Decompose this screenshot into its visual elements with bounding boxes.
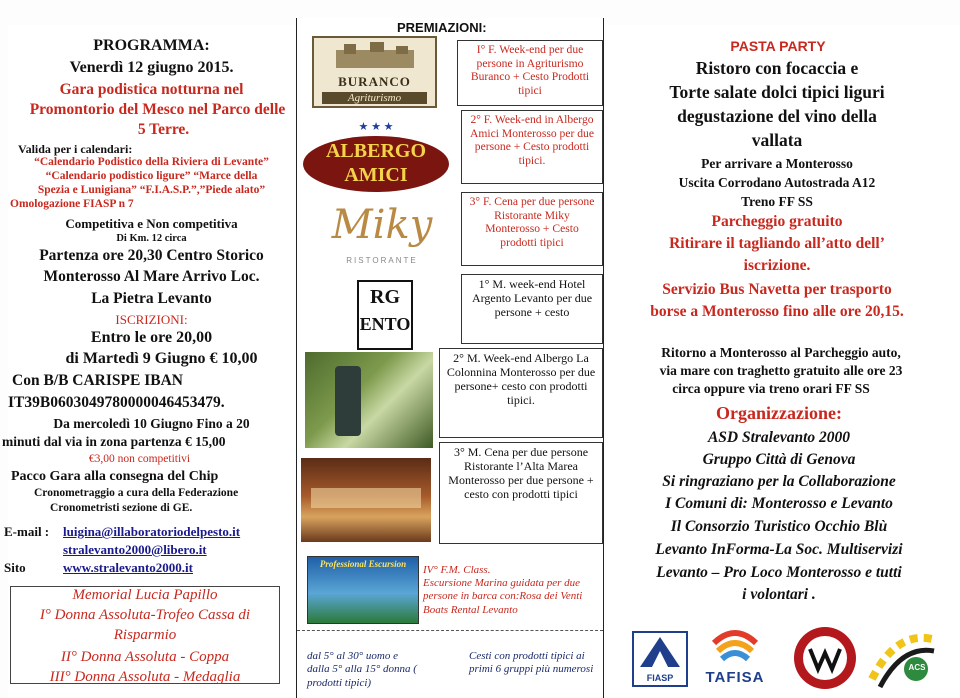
miky-sub: RISTORANTE xyxy=(346,256,418,265)
late-reg-2: minuti dal via in zona partenza € 15,00 xyxy=(2,434,226,449)
refresh-line-2: Torte salate dolci tipici liguri xyxy=(669,82,885,102)
argento-line2: ENTO xyxy=(359,314,411,334)
argento-line1: RG xyxy=(370,286,400,308)
org-8: i volontari . xyxy=(742,586,816,603)
fiasp-logo xyxy=(632,631,688,687)
email-link-2[interactable]: stralevanto2000@libero.it xyxy=(63,542,207,557)
acs-logo xyxy=(866,625,938,691)
prize-3m: 3° M. Cena per due persone Ristorante l’Alta Marea Monterosso per due persone + cesto con prodotti tipici xyxy=(439,442,603,544)
directions-3: Treno FF SS xyxy=(741,194,813,209)
iban-code: IT39B0603049780000046453479. xyxy=(8,394,225,411)
org-6: Levanto InForma-La Soc. Multiservizi xyxy=(655,541,903,558)
homologation: Omologazione FIASP n 7 xyxy=(10,198,134,210)
prize-iv xyxy=(423,564,599,617)
parking-2: Ritirare il tagliando all’atto dell’ xyxy=(669,235,885,252)
return-3: circa oppure via treno orari FF SS xyxy=(672,381,870,396)
race-line-2: Promontorio del Mesco nel Parco delle xyxy=(29,101,286,118)
race-line-1: Gara podistica notturna nel xyxy=(59,81,244,98)
refresh-line-1: Ristoro con focaccia e xyxy=(695,58,859,78)
org-5: Il Consorzio Turistico Occhio Blù xyxy=(670,518,888,535)
colonnina-photo xyxy=(305,352,433,448)
org-4: I Comuni di: Monterosso e Levanto xyxy=(665,495,893,512)
late-reg-1: Da mercoledì 10 Giugno Fino a 20 xyxy=(53,416,250,431)
placements-prize: dal 5° al 30° uomo e dalla 5° alla 15° donna ( prodotti tipici) xyxy=(307,650,417,689)
memorial-box xyxy=(10,586,280,684)
shuttle-1: Servizio Bus Navetta per trasporto xyxy=(662,281,892,298)
non-competitive-fee: €3,00 non competitivi xyxy=(88,453,191,465)
start-line-1: Partenza ore 20,30 Centro Storico xyxy=(39,247,264,264)
stars-icon: ★ ★ ★ xyxy=(358,121,394,133)
distance-info: Di Km. 12 circa xyxy=(116,233,187,244)
program-title: PROGRAMMA: xyxy=(93,37,210,54)
prize-3f: 3° F. Cena per due persone Ristorante Miky Monterosso + Cesto prodotti tipici xyxy=(461,192,603,266)
prizes-column xyxy=(296,18,604,698)
acs-label: ACS xyxy=(908,663,926,672)
organization-heading: Organizzazione: xyxy=(716,403,842,423)
trophy-3: III° Donna Assoluta - Medaglia xyxy=(49,669,241,685)
tafisa-label: TAFISA xyxy=(705,669,765,686)
return-1: Ritorno a Monterosso al Parcheggio auto, xyxy=(661,345,901,360)
calendar-3: Spezia e Lunigiana” “F.I.A.S.P.”,”Piede alato” xyxy=(37,184,266,196)
trophy-1a: I° Donna Assoluta-Trofeo Cassa di xyxy=(39,607,251,623)
timing-1: Cronometraggio a cura della Federazione xyxy=(34,487,239,499)
umbrella-shape xyxy=(335,366,361,436)
prize-iv-title: IV° F.M. Class. xyxy=(423,564,491,576)
race-pack: Pacco Gara alla consegna del Chip xyxy=(11,469,219,484)
prize-2m: 2° M. Week-end Albergo La Colonnina Monterosso per due persone+ cesto con prodotti tipici. xyxy=(439,348,603,438)
calendar-1: “Calendario Podistico della Riviera di Levante” xyxy=(34,156,269,168)
banner-title: Professional Escursion xyxy=(319,559,407,569)
calendar-2: “Calendario podistico ligure” “Marce della xyxy=(45,170,258,182)
timing-2: Cronometristi sezione di GE. xyxy=(50,502,193,514)
start-line-3: La Pietra Levanto xyxy=(91,290,212,307)
website-link[interactable]: www.stralevanto2000.it xyxy=(63,560,193,575)
buranco-name: BURANCO xyxy=(338,74,411,89)
start-line-2: Monterosso Al Mare Arrivo Loc. xyxy=(43,268,260,285)
argento-logo xyxy=(357,280,413,350)
tafisa-mark-icon xyxy=(700,623,770,667)
acs-mark-icon xyxy=(866,625,938,691)
org-1: ASD Stralevanto 2000 xyxy=(707,429,851,446)
calendars-heading: Valida per i calendari: xyxy=(18,142,133,156)
event-date: Venerdì 12 giugno 2015. xyxy=(69,59,234,76)
race-line-3: 5 Terre. xyxy=(137,121,190,138)
prize-1f: I° F. Week-end per due persone in Agriturismo Buranco + Cesto Prodotti tipici xyxy=(457,40,603,106)
rosa-dei-venti-banner xyxy=(307,556,419,624)
albergo-amici-line2: AMICI xyxy=(344,164,408,186)
parking-1: Parcheggio gratuito xyxy=(711,213,843,230)
bank-line: Con B/B CARISPE IBAN xyxy=(12,372,183,389)
prize-2f: 2° F. Week-end in Albergo Amici Monterosso per due persone + Cesto prodotti tipici. xyxy=(461,110,603,184)
org-3: Si ringraziano per la Collaborazione xyxy=(662,473,896,490)
ivv-mark-icon xyxy=(794,627,856,689)
deadline-1: Entro le ore 20,00 xyxy=(90,329,213,346)
shuttle-2: borse a Monterosso fino alle ore 20,15. xyxy=(650,303,904,320)
groups-prize: Cesti con prodotti tipici ai primi 6 gruppi più numerosi xyxy=(469,650,594,676)
miky-name: Miky xyxy=(331,202,433,248)
competitive-info: Competitiva e Non competitiva xyxy=(65,216,238,231)
prize-1m: 1° M. week-end Hotel Argento Levanto per due persone + cesto xyxy=(461,274,603,344)
miky-logo xyxy=(317,200,447,270)
org-7: Levanto – Pro Loco Monterosso e tutti xyxy=(656,564,902,581)
fiasp-label: FIASP xyxy=(646,673,674,683)
buranco-logo xyxy=(312,36,437,108)
parking-3: iscrizione. xyxy=(743,257,811,274)
prize-iv-body: Escursione Marina guidata per due persone in barca con:Rosa dei Venti Boats Rental Levanto xyxy=(423,577,583,616)
ivv-logo xyxy=(794,627,856,689)
info-column xyxy=(606,25,960,698)
trophy-1b: Risparmio xyxy=(113,627,177,643)
divider xyxy=(297,630,603,631)
memorial-title: Memorial Lucia Papillo xyxy=(72,587,218,603)
deadline-2: di Martedì 9 Giugno € 10,00 xyxy=(65,350,258,367)
return-2: via mare con traghetto gratuito alle ore 23 xyxy=(659,363,903,378)
org-2: Gruppo Città di Genova xyxy=(702,451,856,468)
registration-heading: ISCRIZIONI: xyxy=(115,312,188,327)
buranco-sub: Agriturismo xyxy=(322,92,427,104)
email-link-1[interactable]: luigina@illaboratoriodelpesto.it xyxy=(63,524,241,539)
fiasp-mark-icon xyxy=(634,633,686,673)
email-label: E-mail : xyxy=(4,524,50,539)
albergo-amici-logo xyxy=(303,120,449,198)
albergo-amici-line1: ALBERGO xyxy=(325,140,427,162)
prizes-header: PREMIAZIONI: xyxy=(397,20,487,35)
tafisa-logo xyxy=(700,623,770,693)
pasta-party-title: PASTA PARTY xyxy=(730,38,826,54)
table-shape xyxy=(311,488,421,508)
building-icon xyxy=(314,42,435,72)
directions-1: Per arrivare a Monterosso xyxy=(701,156,853,171)
trophy-2: II° Donna Assoluta - Coppa xyxy=(60,649,230,665)
refresh-line-3: degustazione del vino della xyxy=(677,106,877,126)
alta-marea-photo xyxy=(301,458,431,542)
website-label: Sito xyxy=(4,560,26,575)
refresh-line-4: vallata xyxy=(751,130,803,150)
directions-2: Uscita Corrodano Autostrada A12 xyxy=(678,175,876,190)
